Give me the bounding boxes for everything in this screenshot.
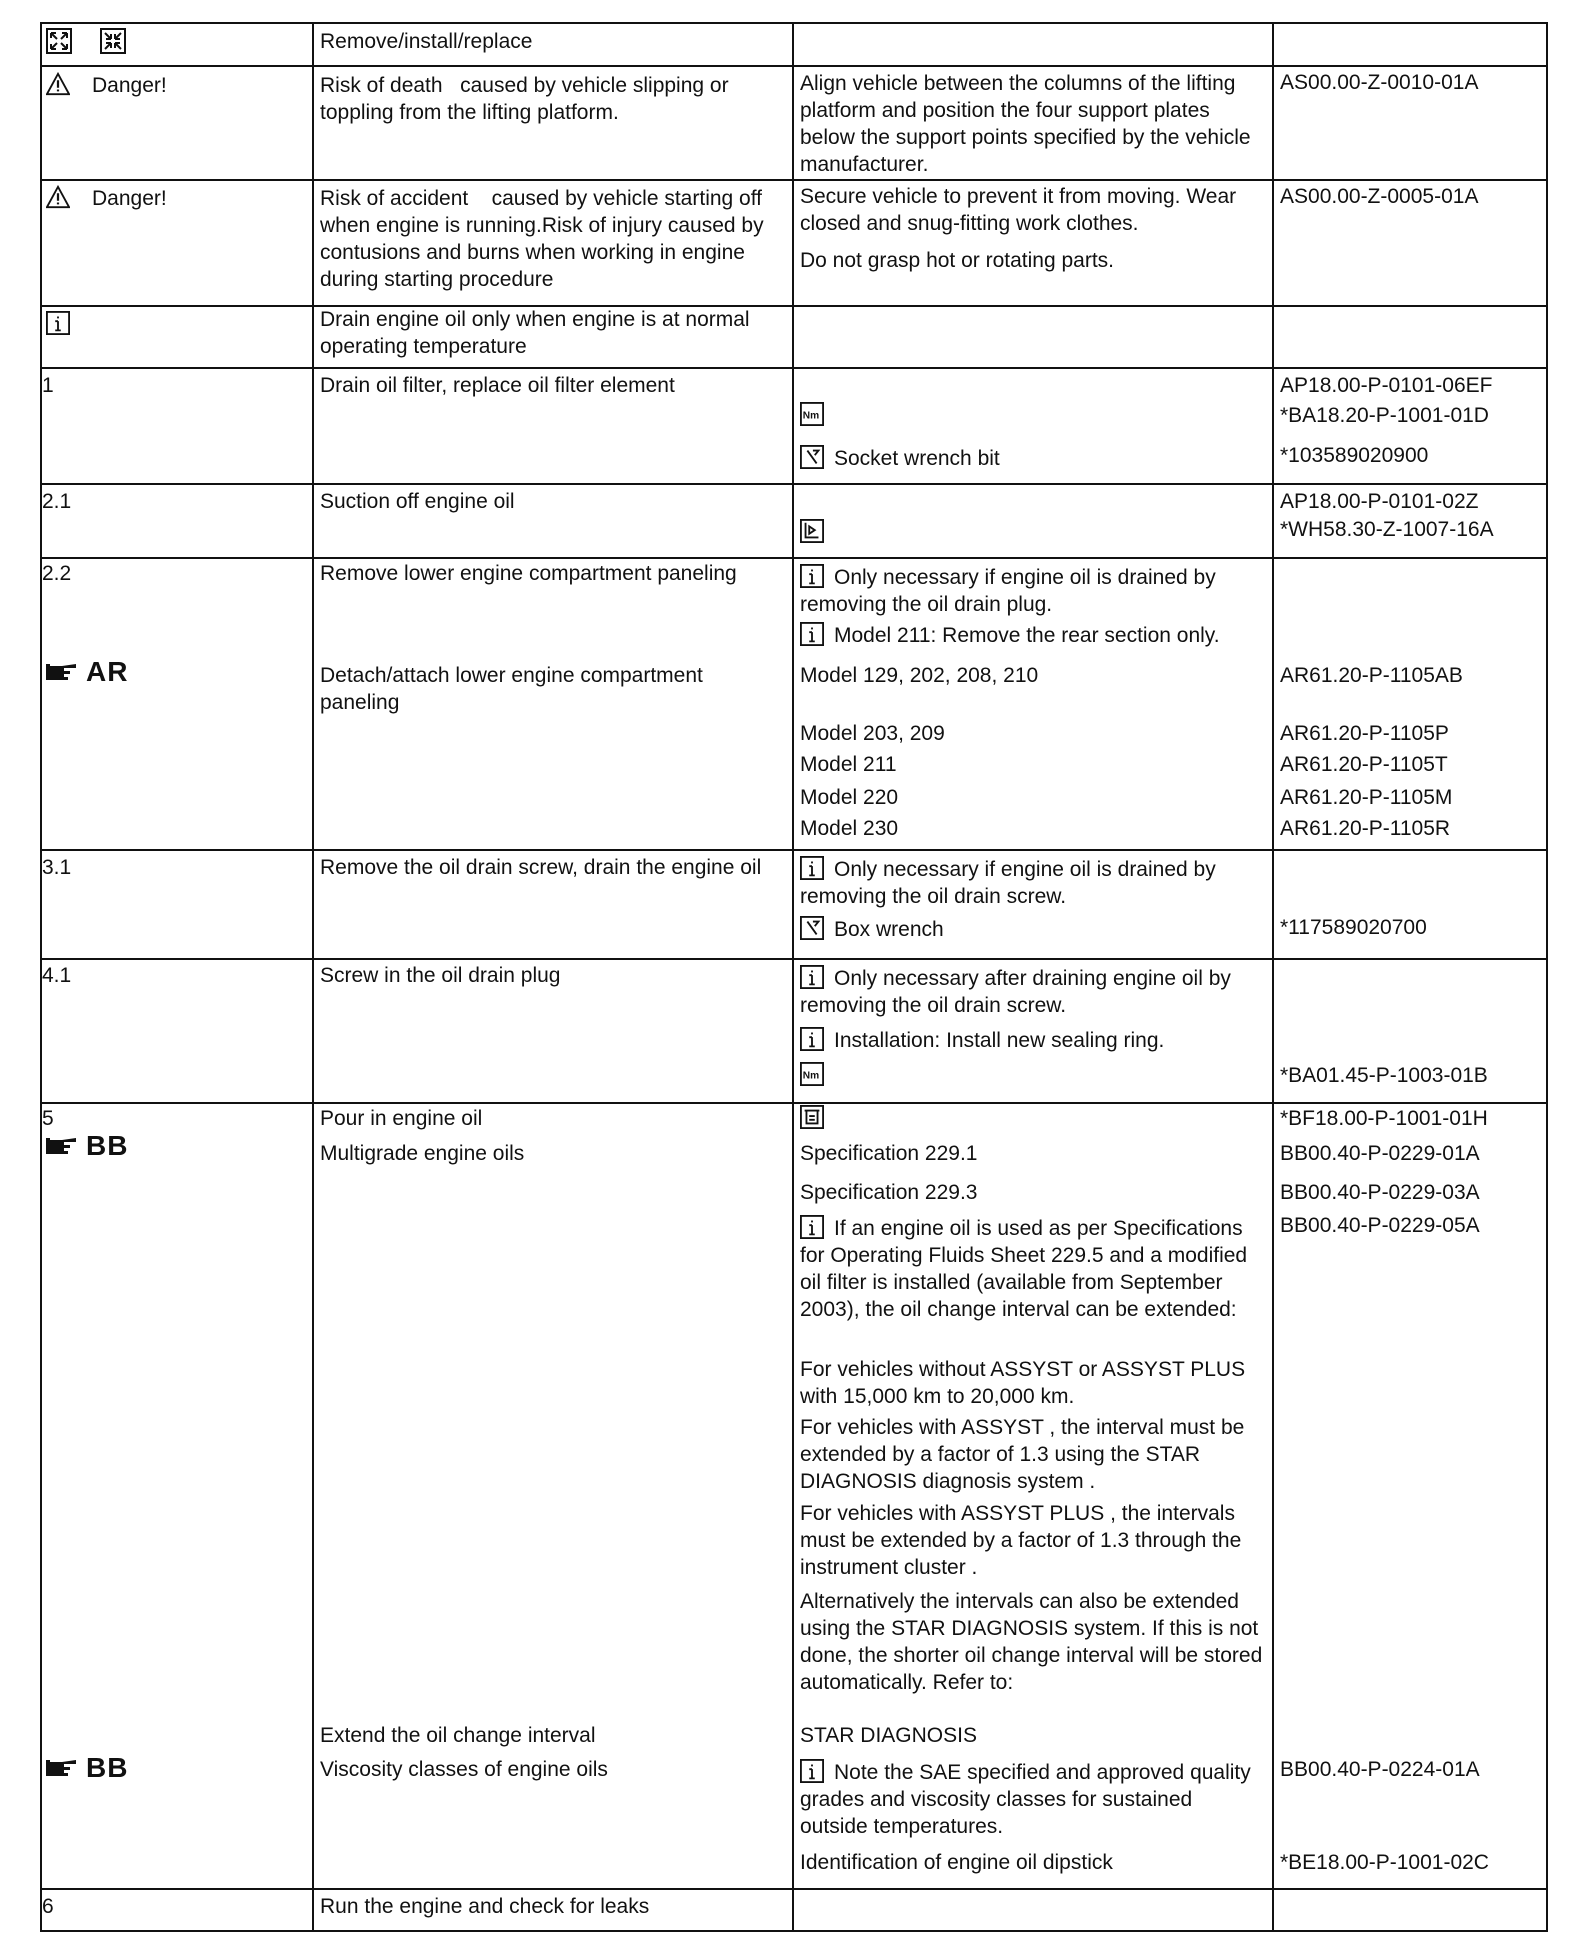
oil-interval-note: If an engine oil is used as per Specifications for Operating Fluids Sheet 229.5 and a modified oil filter is installed (available from September 2003), the oil change interval can be extended:	[800, 1217, 1248, 1321]
model-row-1: Model 129, 202, 208, 210	[800, 664, 1039, 687]
danger-risk-1: Risk of death caused by vehicle slipping or toppling from the lifting platform.	[320, 74, 729, 124]
spec-229-1: Specification 229.1	[800, 1142, 978, 1165]
step21-ref-b: *WH58.30-Z-1007-16A	[1280, 518, 1494, 541]
tool-icon	[800, 916, 824, 940]
viscosity-note: Note the SAE specified and approved quality grades and viscosity classes for sustained outside temperatures.	[800, 1761, 1251, 1838]
tool-icon	[800, 445, 824, 469]
svg-text:Nm: Nm	[802, 1070, 820, 1082]
step-number-5: 5	[42, 1107, 54, 1130]
torque-icon	[800, 402, 834, 429]
bb-pointer-1: BB	[44, 1130, 128, 1162]
spec-229-5-ref: BB00.40-P-0229-05A	[1280, 1214, 1480, 1237]
model-row-2: Model 203, 209	[800, 722, 945, 745]
danger-ref-2: AS00.00-Z-0005-01A	[1280, 185, 1479, 208]
step31-note: Only necessary if engine oil is drained by removing the oil drain screw.	[800, 858, 1216, 908]
info-icon	[800, 1759, 824, 1783]
header-label: Remove/install/replace	[320, 30, 533, 53]
step41-ref: *BA01.45-P-1003-01B	[1280, 1064, 1488, 1087]
step-text-2-1: Suction off engine oil	[320, 490, 515, 513]
tool-socket-wrench: Socket wrench bit	[800, 445, 1000, 472]
info-drain-text: Drain engine oil only when engine is at normal operating temperature	[320, 308, 750, 358]
step-text-5: Pour in engine oil	[320, 1107, 483, 1130]
model-ref-3: AR61.20-P-1105T	[1280, 753, 1448, 776]
svg-text:Nm: Nm	[802, 410, 820, 422]
model-ref-5: AR61.20-P-1105R	[1280, 817, 1451, 840]
interval-para-3: For vehicles with ASSYST PLUS , the intervals must be extended by a factor of 1.3 through the instrument cluster .	[800, 1502, 1242, 1579]
danger-ref-1: AS00.00-Z-0010-01A	[1280, 71, 1479, 94]
step1-ref-a: AP18.00-P-0101-06EF	[1280, 374, 1493, 397]
model-ref-2: AR61.20-P-1105P	[1280, 722, 1449, 745]
star-diagnosis-label: STAR DIAGNOSIS	[800, 1724, 977, 1747]
step-text-1: Drain oil filter, replace oil filter element	[320, 374, 675, 397]
workshop-equipment-icon	[800, 519, 834, 546]
bb2-text: Viscosity classes of engine oils	[320, 1758, 608, 1781]
info-icon	[46, 311, 80, 338]
interval-para-1: For vehicles without ASSYST or ASSYST PLUS with 15,000 km to 20,000 km.	[800, 1358, 1246, 1408]
bb1-text: Multigrade engine oils	[320, 1142, 525, 1165]
danger-measure-2b: Do not grasp hot or rotating parts.	[800, 249, 1115, 272]
step5-ref: *BF18.00-P-1001-01H	[1280, 1107, 1488, 1130]
ar-pointer: AR	[44, 656, 128, 688]
step41-note-1: Only necessary after draining engine oil by removing the oil drain screw.	[800, 967, 1231, 1017]
interval-para-4: Alternatively the intervals can also be extended using the STAR DIAGNOSIS system. If this is not done, the shorter oil change interval will be stored automatically. Refer to:	[800, 1590, 1263, 1694]
step-text-2-2: Remove lower engine compartment paneling	[320, 562, 737, 585]
bb-pointer-2: BB	[44, 1752, 128, 1784]
step-text-3-1: Remove the oil drain screw, drain the engine oil	[320, 856, 762, 879]
model-row-4: Model 220	[800, 786, 899, 809]
step-text-6: Run the engine and check for leaks	[320, 1895, 650, 1918]
warning-triangle-icon	[46, 72, 70, 96]
model-ref-1: AR61.20-P-1105AB	[1280, 664, 1463, 687]
spec-229-1-ref: BB00.40-P-0229-01A	[1280, 1142, 1480, 1165]
interval-para-2: For vehicles with ASSYST , the interval must be extended by a factor of 1.3 using the STAR DIAGNOSIS diagnosis system .	[800, 1416, 1245, 1493]
model-row-3: Model 211	[800, 753, 897, 776]
pointing-hand-icon	[44, 1756, 84, 1780]
extend-interval-text: Extend the oil change interval	[320, 1724, 596, 1747]
dipstick-text: Identification of engine oil dipstick	[800, 1851, 1113, 1874]
info-icon	[800, 564, 824, 588]
step-number-2-1: 2.1	[42, 490, 72, 513]
step31-ref: *117589020700	[1280, 916, 1427, 939]
danger-measure-2a: Secure vehicle to prevent it from moving. Wear closed and snug-fitting work clothes.	[800, 185, 1237, 235]
danger-label-2: Danger!	[46, 185, 167, 212]
info-icon	[800, 1215, 824, 1239]
step22-note-1: Only necessary if engine oil is drained by removing the oil drain plug.	[800, 566, 1216, 616]
step1-ref-b: *BA18.20-P-1001-01D	[1280, 404, 1489, 427]
step-number-3-1: 3.1	[42, 856, 72, 879]
ar-text: Detach/attach lower engine compartment paneling	[320, 664, 703, 714]
info-icon	[800, 965, 824, 989]
pointing-hand-icon	[44, 660, 84, 684]
step-number-2-2: 2.2	[42, 562, 72, 585]
danger-label-1: Danger!	[46, 72, 167, 99]
dipstick-ref: *BE18.00-P-1001-02C	[1280, 1851, 1489, 1874]
step-number-4-1: 4.1	[42, 964, 72, 987]
viscosity-ref: BB00.40-P-0224-01A	[1280, 1758, 1480, 1781]
remove-icon	[46, 28, 72, 54]
info-icon	[800, 622, 824, 646]
step21-ref-a: AP18.00-P-0101-02Z	[1280, 490, 1479, 513]
danger-measure-1: Align vehicle between the columns of the lifting platform and position the four support plates below the support points specified by the vehicle manufacturer.	[800, 72, 1251, 176]
step-number-6: 6	[42, 1895, 54, 1918]
spec-229-3-ref: BB00.40-P-0229-03A	[1280, 1181, 1480, 1204]
pointing-hand-icon	[44, 1134, 84, 1158]
model-row-5: Model 230	[800, 817, 899, 840]
spec-229-3: Specification 229.3	[800, 1181, 978, 1204]
info-icon	[800, 856, 824, 880]
torque-icon	[800, 1062, 834, 1089]
info-icon	[800, 1027, 824, 1051]
step-text-4-1: Screw in the oil drain plug	[320, 964, 561, 987]
step-number-1: 1	[42, 374, 54, 397]
step1-ref-c: *103589020900	[1280, 444, 1429, 467]
warning-triangle-icon	[46, 185, 70, 209]
step41-note-2: Installation: Install new sealing ring.	[800, 1027, 1164, 1054]
step22-note-2: Model 211: Remove the rear section only.	[800, 622, 1220, 649]
fluid-icon	[800, 1105, 834, 1132]
install-icon	[100, 28, 126, 54]
model-ref-4: AR61.20-P-1105M	[1280, 786, 1453, 809]
remove-install-icons	[46, 28, 126, 61]
danger-risk-2: Risk of accident caused by vehicle starting off when engine is running.Risk of injury caused by contusions and burns when working in engine during starting procedure	[320, 187, 764, 291]
tool-box-wrench: Box wrench	[800, 916, 944, 943]
procedure-table	[40, 22, 1548, 1932]
